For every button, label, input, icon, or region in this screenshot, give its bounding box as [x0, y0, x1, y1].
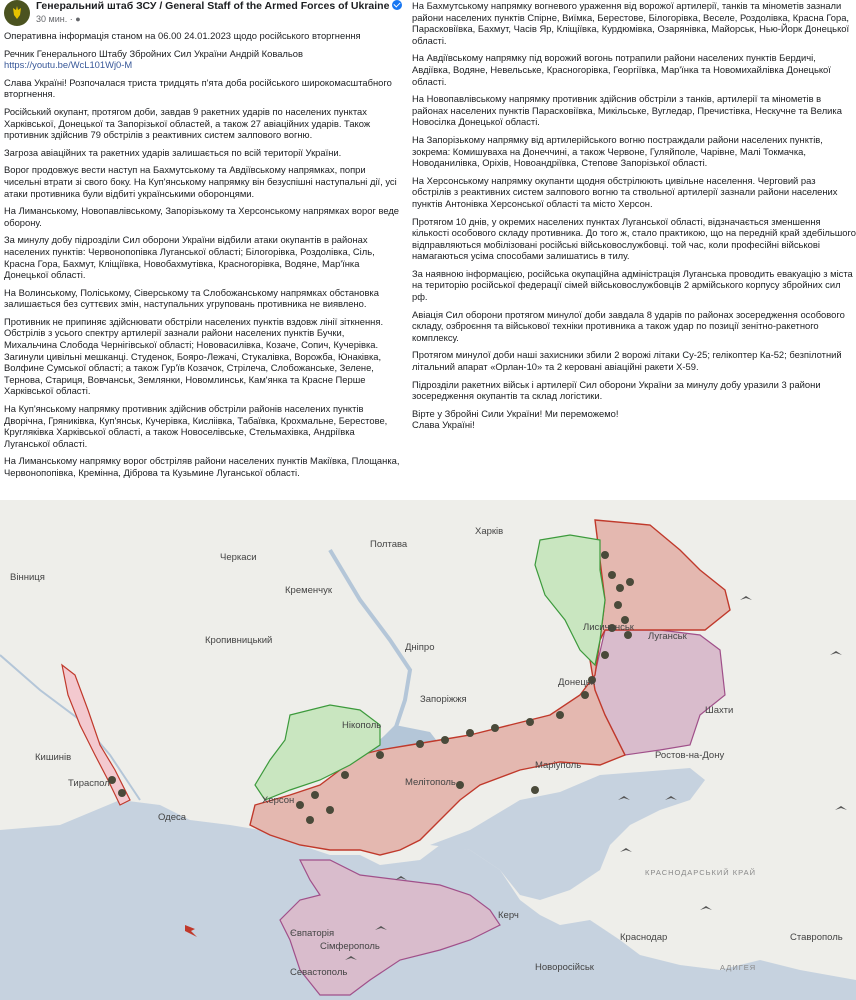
tank-marker-icon [626, 578, 634, 586]
post-paragraph: Протягом 10 днів, у окремих населених пунктах Луганської області, відзначається зменшення кількості особового складу противника. До того ж, стало практикою, що на передній край здебільшого відправляються мобілізовані російські військовослужбовці. той час, коли професійні військові намагаються усіма способами залишатись в тилу. [412, 215, 856, 262]
page-avatar[interactable] [4, 0, 30, 26]
verified-badge-icon [392, 0, 402, 10]
post-paragraph: Підрозділи ракетних військ і артилерії Сил оборони України за минулу добу уразили 3 райони зосередження окупантів та склад логістики. [412, 378, 821, 402]
post-paragraph: На Запорізькому напрямку від артилерійського вогню постраждали райони населених пунктів, зокрема: Комишуваха на Донеччині, а також Червоне, Гуляйполе, Чарівне, Малі Токмачка, Новоданилівка, Оріхів, Новоандріївка, Степове Запорізької області. [412, 133, 823, 169]
post-paragraph: Противник не припиняє здійснювати обстріли населених пунктів вздовж лінії зіткнення. Обстрілів з усього спектру артилерії зазнали райони населених пунктів Бучки, Михальчина Слобода Чернігівської області; Нововасилівка, Козаче, Сопич, Кучерівка. Загинули цивільні мешканці. Студенок, Бояро-Лежачі, Стукалівка, Ворожба, Юнаківка, Волфине Сумської області; а також Гур'їв Козачок, Стрілеча, Слобожанське, Зелене, Тернова, Стариця, Вовчанськ, Землянки, Новомлинськ, Кам'янка та Красне Перше Харківської області. [4, 315, 384, 397]
post-paragraph: Загроза авіаційних та ракетних ударів залишається по всій території України. [4, 146, 342, 158]
city-label-odesa: Одеса [158, 812, 187, 823]
city-label-simferopol: Сімферополь [320, 941, 380, 952]
post-paragraph: Оперативна інформація станом на 06.00 24.01.2023 щодо російського вторгнення [4, 30, 361, 41]
city-label-stavropol: Ставрополь [790, 932, 843, 943]
city-label-kherson: Херсон [262, 795, 295, 806]
city-label-kropyvnytskyi: Кропивницький [205, 635, 273, 646]
post-paragraph: Вірте у Збройні Сили України! Ми переможемо! [412, 407, 619, 419]
city-label-rostov: Ростов-на-Дону [655, 750, 725, 761]
city-label-dnipro: Дніпро [405, 642, 435, 653]
city-label-zaporizhzhia: Запоріжжя [420, 694, 467, 705]
post-paragraph: На Волинському, Поліському, Сіверському та Слобожанському напрямках обстановка залишається без суттєвих змін, наступальних угруповань противника не виявлено. [4, 286, 379, 310]
post-time[interactable]: 30 мин. [36, 14, 68, 24]
post-paragraph: На Лиманському, Новопавлівському, Запорізькому та Херсонському напрямках ворог веде оборону. [4, 205, 400, 228]
tank-marker-icon [491, 724, 499, 732]
city-label-kerch: Керч [498, 910, 519, 921]
tank-marker-icon [531, 786, 539, 794]
tank-marker-icon [341, 771, 349, 779]
map-canvas [0, 500, 856, 1000]
region-label-adygea: АДИГЕЯ [720, 963, 757, 972]
post-paragraph: На Лиманському напрямку ворог обстріляв райони населених пунктів Макіївка, Площанка, Червонопопівка, Кремінна, Діброва та Кузьмине Луганської області. [4, 455, 400, 478]
post-header [4, 0, 400, 30]
tank-marker-icon [376, 751, 384, 759]
city-label-donetsk: Донецьк [558, 677, 595, 688]
post-paragraph: Російський окупант, протягом доби, завдав 9 ракетних ударів по населених пунктах Харківської, Донецької та Запорізької областей, а також 27 авіаційних ударів. Також противник здійснив 79 обстрілів з реактивних систем залпового вогню. [4, 105, 371, 141]
post-paragraph: Протягом минулої доби наші захисники збили 2 ворожі літаки Су-25; гелікоптер Ка-52; безпілотний літальний апарат «Орлан-10» та 2 керовані авіаційні ракети Х-59. [412, 349, 842, 373]
tank-marker-icon [456, 781, 464, 789]
tank-marker-icon [118, 789, 126, 797]
page-name[interactable]: Генеральний штаб ЗСУ / General Staff of the Armed Forces of Ukraine [36, 0, 402, 13]
city-label-lysychansk: Лисичанськ [583, 622, 634, 633]
city-label-sevastopol: Севастополь [290, 967, 348, 978]
city-label-novorossiysk: Новоросійськ [535, 962, 594, 973]
post-paragraph: На Бахмутському напрямку вогневого ураження від ворожої артилерії, танків та мінометів зазнали райони населених пунктів Спірне, Виїмка, Берестове, Білогорівка, Веселе, Роздолівка, Красна Гора, Парасковіївка, Бахмут, Часів Яр, Кліщіївка, Курдюмівка, Озарянівка, Майорськ, Нью-Йорк Донецької області. [412, 0, 850, 46]
tank-marker-icon [326, 806, 334, 814]
post-paragraph: За минулу добу підрозділи Сил оборони України відбили атаки окупантів в районах населених пунктів: Червонопопівка Луганської області; Білогорівка, Роздолівка, Сіль, Красна Гора, Бахмут, Кліщіївка, Новобахмутівка, Красногорівка, Водяне, Мар'їнка Донецької області. [4, 234, 375, 281]
spokesperson-line: Речник Генерального Штабу Збройних Сил України Андрій Ковальов [4, 47, 303, 59]
city-label-melitopol: Мелітополь [405, 777, 456, 788]
tank-marker-icon [311, 791, 319, 799]
city-label-yevpatoria: Євпаторія [290, 928, 335, 939]
post-meta: 30 мин. · ● [36, 14, 81, 24]
post-paragraph: За наявною інформацією, російська окупаційна адміністрація Луганська проводить евакуацію з міста на територію російської федерації сімей військовослужбовців 2 армійського корпусу збройних сил рф. [412, 267, 853, 303]
city-label-luhansk: Луганськ [648, 631, 687, 642]
post-paragraph: Авіація Сил оборони протягом минулої доби завдала 8 ударів по районах зосередження особового складу, озброєння та військової техніки противника а також удар по позиції зенітно-ракетного комплексу. [412, 308, 845, 343]
region-label-krasnodar-krai: КРАСНОДАРСЬКИЙ КРАЙ [645, 868, 757, 877]
city-label-kharkiv: Харків [475, 526, 504, 537]
post-paragraph: Ворог продовжує вести наступ на Бахмутському та Авдіївському напрямках, попри чисельні втрати зі свого боку. На Куп'янському напрямку він безуспішні наступальні дії, усі атаки противника були відбиті українськими оборонцями. [4, 164, 397, 199]
tank-marker-icon [441, 736, 449, 744]
trident-icon [9, 5, 25, 21]
tank-marker-icon [601, 551, 609, 559]
city-label-tiraspol: Тираспол [68, 778, 110, 789]
tank-marker-icon [616, 584, 624, 592]
city-label-krasnodar: Краснодар [620, 932, 668, 943]
post-paragraph: Слава Україні! [412, 419, 475, 431]
city-label-vinnytsia: Вінниця [10, 572, 45, 583]
tank-marker-icon [608, 571, 616, 579]
post-paragraph: На Новопавлівському напрямку противник здійснив обстріли з танків, артилерії та мінометів в районах населених пунктів Парасковіївка, Микільське, Вугледар, Пречистівка, Нескучне та Велика Новосілка Донецької області. [412, 93, 842, 128]
city-label-poltava: Полтава [370, 539, 408, 550]
city-label-nikopol: Нікополь [342, 720, 382, 731]
tank-marker-icon [526, 718, 534, 726]
tank-marker-icon [466, 729, 474, 737]
tank-marker-icon [306, 816, 314, 824]
post-left-column [0, 0, 400, 500]
tank-marker-icon [296, 801, 304, 809]
city-label-cherkasy: Черкаси [220, 552, 257, 563]
tank-marker-icon [416, 740, 424, 748]
city-label-shakhty: Шахти [705, 705, 734, 716]
post-paragraph: Слава Україні! Розпочалася триста тридцять п'ята доба російського широкомасштабного вторгнення. [4, 76, 392, 100]
tank-marker-icon [601, 651, 609, 659]
city-label-mariupol: Маріуполь [535, 760, 582, 771]
tank-marker-icon [556, 711, 564, 719]
tank-marker-icon [614, 601, 622, 609]
post-right-column [406, 0, 856, 500]
situation-map[interactable] [0, 500, 856, 1000]
post-paragraph [4, 48, 400, 71]
globe-icon: ● [75, 14, 81, 24]
post-paragraph: На Авдіївському напрямку під ворожий вогонь потрапили райони населених пунктів Бердичі, Авдіївка, Водяне, Невельське, Красногорівка, Георгіївка, Мар'їнка та Новомихайлівка Донецької області. [412, 52, 831, 87]
city-label-chisinau: Кишинів [35, 752, 72, 763]
city-label-kremenchuk: Кременчук [285, 585, 333, 596]
tank-marker-icon [581, 691, 589, 699]
video-link[interactable]: https://youtu.be/WcL101Wj0-M [4, 59, 133, 71]
post-paragraph: На Куп'янському напрямку противник здійснив обстріли районів населених пунктів Дворічна, Гряниківка, Куп'янськ, Кучерівка, Кисліівка, Табаївка, Крохмальне, Берестове, Кругляківка Харківської області, а також Новоселівське, Стельмахівка, Андріївка Луганської області. [4, 403, 388, 449]
post-paragraph: На Херсонському напрямку окупанти щодня обстрілюють цивільне населення. Черговий раз обстрілів з реактивних систем залпового вогню та ствольної артилерії зазнали райони населених пунктів Антонівка Херсонської області та місто Херсон. [412, 174, 838, 209]
